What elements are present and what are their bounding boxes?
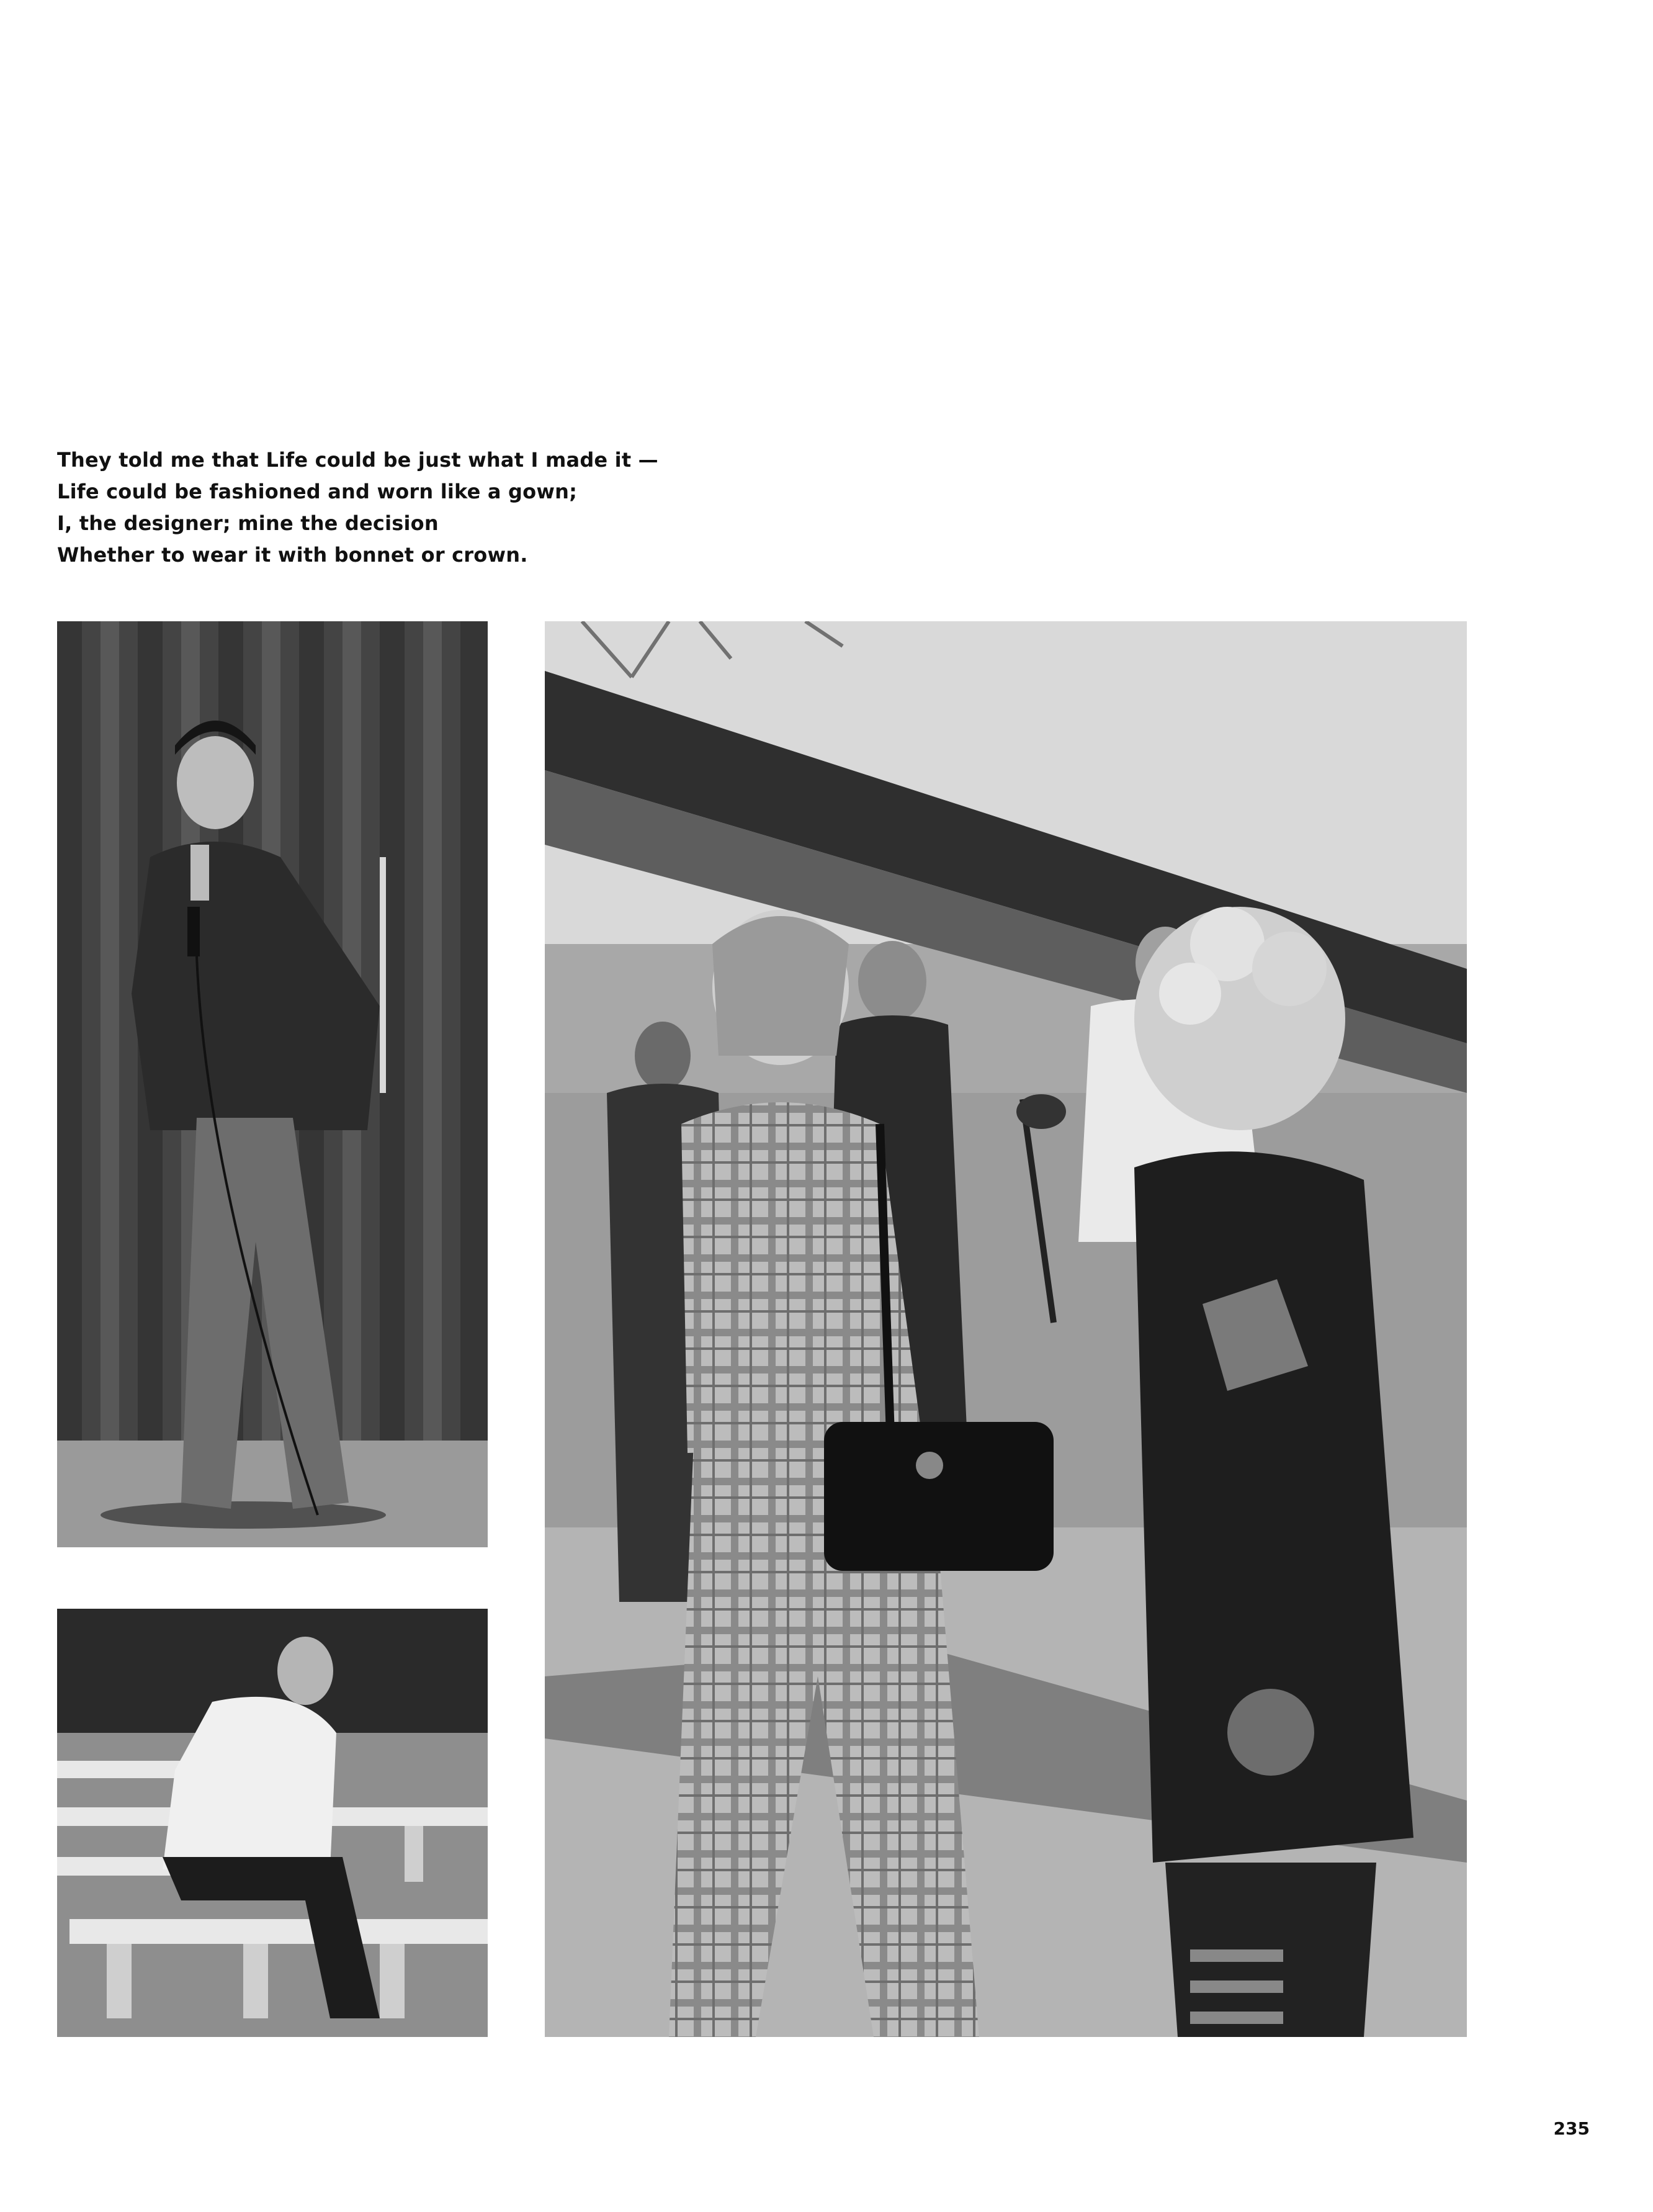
poem-line: I, the designer; mine the decision — [57, 511, 439, 535]
poem-line: Whether to wear it with bonnet or crown. — [57, 543, 528, 567]
page-number: 235 — [1553, 2118, 1590, 2139]
photo-student-sitting-on-bench — [57, 1609, 488, 2037]
photo-students-and-clown-outdoors — [545, 621, 1467, 2037]
photo-student-singing-on-stage — [57, 621, 488, 1547]
poem-line: Life could be fashioned and worn like a gown; — [57, 480, 578, 503]
poem-text — [57, 444, 658, 571]
poem-line: They told me that Life could be just what I made it — — [57, 448, 658, 472]
